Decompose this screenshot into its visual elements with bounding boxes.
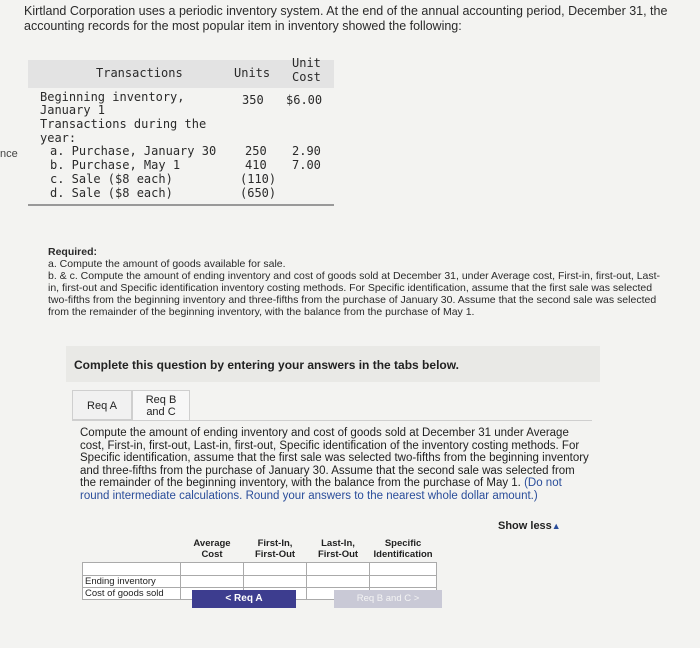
problem-intro: Kirtland Corporation uses a periodic inventory system. At the end of the annual accounting period, December 31, the accounting records for the most popular item in inventory showed the following: [24,4,668,33]
row-cost: 7.00 [292,158,321,172]
ending-inventory-lifo-input[interactable] [307,576,370,588]
ending-inventory-specific-input[interactable] [370,576,437,588]
cropped-side-text: nce [0,148,18,160]
tab-req-a[interactable]: Req A [72,390,132,420]
ending-inventory-fifo-input[interactable] [244,576,307,588]
show-less-link[interactable] [498,520,561,532]
chevron-right-icon: > [411,593,420,604]
col-header-fifo: First-In, First-Out [254,538,296,560]
panel-text: Complete this question by entering your answers in the tabs below. [74,358,459,372]
row-label: c. Sale ($8 each) [50,172,173,186]
required-heading: Required: [48,246,98,258]
next-label: Req B and C [356,593,412,604]
row-units: (110) [240,172,277,186]
row-label: January 1 [40,103,106,117]
chevron-left-icon: < [225,593,235,604]
row-units: (650) [240,186,277,200]
row-cost: 2.90 [292,144,321,158]
caret-up-icon: ▲ [551,521,561,531]
tab-req-b-and-c[interactable] [132,390,190,420]
answer-cell[interactable] [307,563,370,576]
col-header-specific-id: Specific Identification [373,538,433,560]
tab-label-line2: and C [146,406,176,418]
prev-req-a-button[interactable] [192,590,296,608]
row-units: 350 [242,93,264,107]
row-label-ending-inventory: Ending inventory [83,576,181,588]
instruction-rounding-note: (Do not round intermediate calculations. Round your answers to the nearest whole dollar amount.) [80,477,562,502]
row-units: 410 [245,158,267,172]
required-a: a. Compute the amount of goods available for sale. [48,258,286,270]
row-label: Transactions during the [40,117,207,131]
required-bc: b. & c. Compute the amount of ending inventory and cost of goods sold at December 31, under Average cost, First-in, first-out, Last-in, first-out and Specific identification inventory costing methods. For Specific identification, assume that the first sale was selected two-fifths from the beginning inventory and three-fifths from the purchase of January 30. Assume that the second sale was selected from the remainder of the beginning inventory, with the balance from the purchase of May 1. [48,270,661,318]
required-section [48,246,668,318]
row-label: year: [40,131,77,145]
tab-instruction [80,427,590,503]
instruction-main: Compute the amount of ending inventory and cost of goods sold at December 31 under Average cost, First-in, first-out, Last-in, first-out, Specific identification of the inventory costing methods. For Specific identification, assume that the first sale was selected two-fifths from the beginning inventory and three-fifths from the purchase of January 30. Assume that the second sale was selected from the remainder of the beginning inventory, with the balance from the purchase of May 1. [80,427,589,490]
header-unit-cost-line1: Unit [292,56,321,70]
tab-content-divider [72,420,592,421]
show-less-label: Show less [498,520,552,532]
header-units: Units [234,66,271,80]
table-bottom-rule [28,204,334,206]
col-header-lifo: Last-In, First-Out [317,538,359,560]
row-label: a. Purchase, January 30 [50,144,217,158]
ending-inventory-average-input[interactable] [181,576,244,588]
row-cost: $6.00 [286,93,323,107]
next-req-b-and-c-button[interactable] [334,590,442,608]
prev-label: Req A [234,593,263,604]
header-transactions: Transactions [96,66,183,80]
row-units: 250 [245,144,267,158]
answer-cell[interactable] [244,563,307,576]
row-label-cogs: Cost of goods sold [83,588,181,600]
tab-label-line1: Req B [145,394,177,406]
answer-cell[interactable] [181,563,244,576]
row-label: Beginning inventory, [40,90,185,104]
answer-cell[interactable] [370,563,437,576]
col-header-average-cost: Average Cost [193,538,231,560]
row-label: d. Sale ($8 each) [50,186,173,200]
header-unit-cost-line2: Cost [292,70,321,84]
row-label: b. Purchase, May 1 [50,158,181,172]
